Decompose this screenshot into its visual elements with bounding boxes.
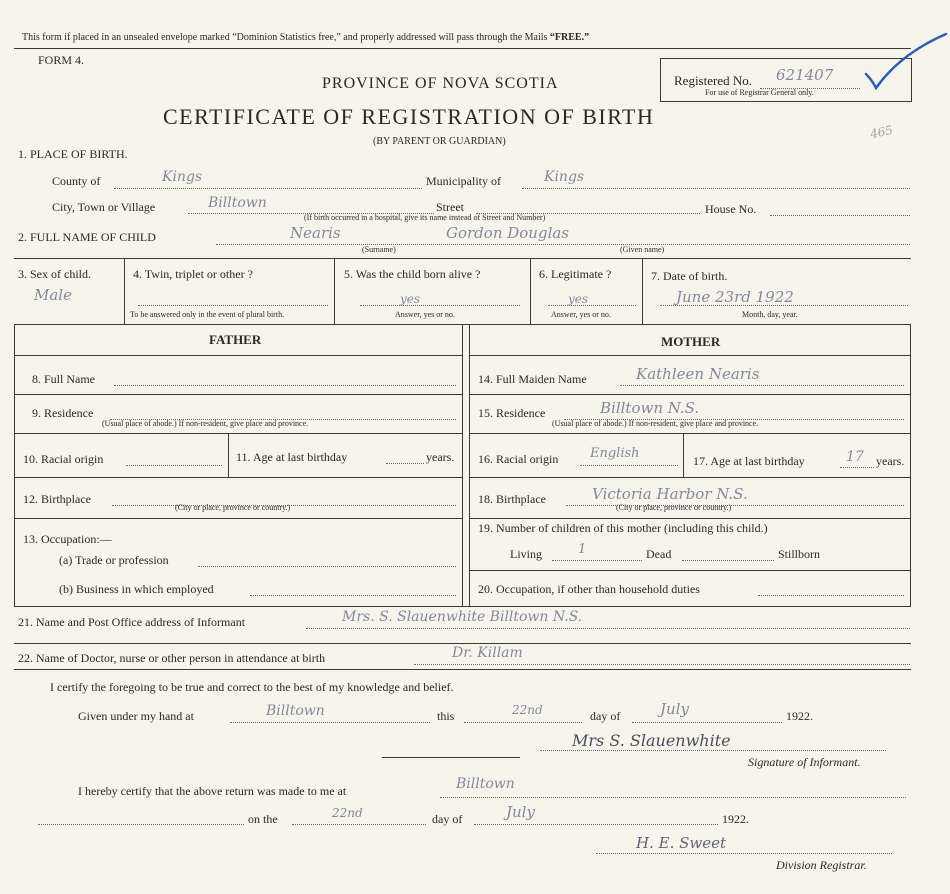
date-of-birth-note: Month, day, year.: [742, 310, 798, 319]
hospital-note: (If birth occurred in a hospital, give its name instead of Street and Number): [304, 213, 546, 222]
mother-maiden-name-value: Kathleen Nearis: [636, 365, 760, 383]
given-day-of-label: day of: [590, 709, 621, 723]
born-alive-value: yes: [400, 292, 421, 306]
mother-racial-origin-label: 16. Racial origin: [478, 452, 559, 466]
informant-signature-caption: Signature of Informant.: [748, 755, 861, 769]
sex-value: Male: [34, 286, 72, 304]
registrar-place-value: Billtown: [456, 776, 515, 792]
living-value: 1: [578, 542, 587, 557]
municipality-label: Municipality of: [426, 174, 501, 188]
date-of-birth-value: June 23rd 1922: [676, 288, 794, 306]
stillborn-label: Stillborn: [778, 547, 821, 561]
born-alive-label: 5. Was the child born alive ?: [344, 267, 481, 281]
registrar-statement: I hereby certify that the above return was made to me at: [78, 784, 347, 798]
father-birthplace-label: 12. Birthplace: [23, 492, 91, 506]
given-year-value: 1922.: [786, 709, 813, 723]
legitimate-value: yes: [568, 292, 589, 306]
form-number: FORM 4.: [38, 53, 85, 67]
sex-label: 3. Sex of child.: [18, 267, 91, 281]
doctor-value: Dr. Killam: [452, 645, 523, 661]
check-mark-icon: [860, 30, 950, 100]
city-label: City, Town or Village: [52, 200, 156, 214]
mother-residence-value: Billtown N.S.: [600, 399, 700, 417]
given-day-value: 22nd: [512, 703, 543, 717]
margin-note: 465: [868, 122, 895, 142]
house-number-label: House No.: [705, 202, 757, 216]
municipality-value: Kings: [544, 169, 585, 185]
legitimate-note: Answer, yes or no.: [551, 310, 611, 319]
given-place-value: Billtown: [266, 703, 325, 719]
county-value: Kings: [162, 169, 203, 185]
given-name-caption: (Given name): [620, 245, 665, 254]
informant-label: 21. Name and Post Office address of Informant: [18, 615, 246, 629]
doctor-label: 22. Name of Doctor, nurse or other person in attendance at birth: [18, 651, 326, 665]
mother-years-label: years.: [876, 454, 905, 468]
registered-note: For use of Registrar General only.: [705, 88, 814, 97]
living-label: Living: [510, 547, 542, 561]
registered-label: Registered No.: [674, 73, 752, 88]
informant-value: Mrs. S. Slauenwhite Billtown N.S.: [342, 609, 583, 625]
surname-caption: (Surname): [362, 245, 396, 254]
city-value: Billtown: [208, 195, 267, 211]
child-given-name-value: Gordon Douglas: [446, 224, 570, 242]
registered-number: 621407: [776, 66, 834, 84]
father-residence-label: 9. Residence: [32, 406, 94, 420]
registrar-day-of-label: day of: [432, 812, 463, 826]
registrar-year-value: 1922.: [722, 812, 749, 826]
certificate-subtitle: (BY PARENT OR GUARDIAN): [373, 136, 506, 147]
informant-signature: Mrs S. Slauenwhite: [572, 731, 731, 750]
mother-age-label: 17. Age at last birthday: [693, 454, 805, 468]
father-years-label: years.: [426, 450, 455, 464]
place-of-birth-label: 1. PLACE OF BIRTH.: [18, 147, 128, 161]
county-label: County of: [52, 174, 101, 188]
certificate-title: CERTIFICATE OF REGISTRATION OF BIRTH: [163, 104, 655, 129]
this-label: this: [437, 709, 455, 723]
born-alive-note: Answer, yes or no.: [395, 310, 455, 319]
father-trade-label: (a) Trade or profession: [59, 553, 169, 567]
father-heading: FATHER: [209, 332, 262, 347]
mother-residence-note: (Usual place of abode.) If non-resident, give place and province.: [552, 419, 759, 428]
registrar-signature: H. E. Sweet: [636, 834, 726, 852]
mother-birthplace-note: (City or place, province or country.): [616, 503, 732, 512]
division-registrar-caption: Division Registrar.: [776, 858, 867, 872]
given-month-value: July: [660, 700, 689, 718]
child-surname-value: Nearis: [290, 224, 341, 242]
mother-birthplace-value: Victoria Harbor N.S.: [592, 485, 748, 503]
mother-residence-label: 15. Residence: [478, 406, 546, 420]
date-of-birth-label: 7. Date of birth.: [651, 269, 728, 283]
father-racial-origin-label: 10. Racial origin: [23, 452, 104, 466]
father-residence-note: (Usual place of abode.) If non-resident, give place and province.: [102, 419, 309, 428]
mother-children-label: 19. Number of children of this mother (including this child.): [478, 521, 768, 535]
registrar-on-the-label: on the: [248, 812, 278, 826]
registrar-month-value: July: [506, 803, 535, 821]
street-label: Street: [436, 200, 464, 214]
mother-heading: MOTHER: [661, 334, 721, 349]
child-name-label: 2. FULL NAME OF CHILD: [18, 230, 156, 244]
father-business-label: (b) Business in which employed: [59, 582, 214, 596]
mother-maiden-name-label: 14. Full Maiden Name: [478, 372, 587, 386]
dead-label: Dead: [646, 547, 672, 561]
given-under-label: Given under my hand at: [78, 709, 194, 723]
certification-statement: I certify the foregoing to be true and correct to the best of my knowledge and belief.: [50, 680, 454, 694]
mail-notice: This form if placed in an unsealed envelope marked “Dominion Statistics free,” and properly addressed will pass through the Mails “FREE.”: [22, 32, 590, 43]
registrar-day-value: 22nd: [332, 806, 363, 820]
twin-note: To be answered only in the event of plural birth.: [130, 310, 285, 319]
mother-racial-origin-value: English: [590, 446, 640, 461]
province-heading: PROVINCE OF NOVA SCOTIA: [322, 75, 559, 92]
father-occupation-label: 13. Occupation:—: [23, 532, 112, 546]
father-age-label: 11. Age at last birthday: [236, 450, 348, 464]
father-birthplace-note: (City or place, province or country.): [175, 503, 291, 512]
mother-occupation-label: 20. Occupation, if other than household duties: [478, 582, 700, 596]
mother-birthplace-label: 18. Birthplace: [478, 492, 546, 506]
father-name-label: 8. Full Name: [32, 372, 95, 386]
twin-label: 4. Twin, triplet or other ?: [133, 267, 253, 281]
mother-age-value: 17: [846, 449, 864, 465]
legitimate-label: 6. Legitimate ?: [539, 267, 612, 281]
